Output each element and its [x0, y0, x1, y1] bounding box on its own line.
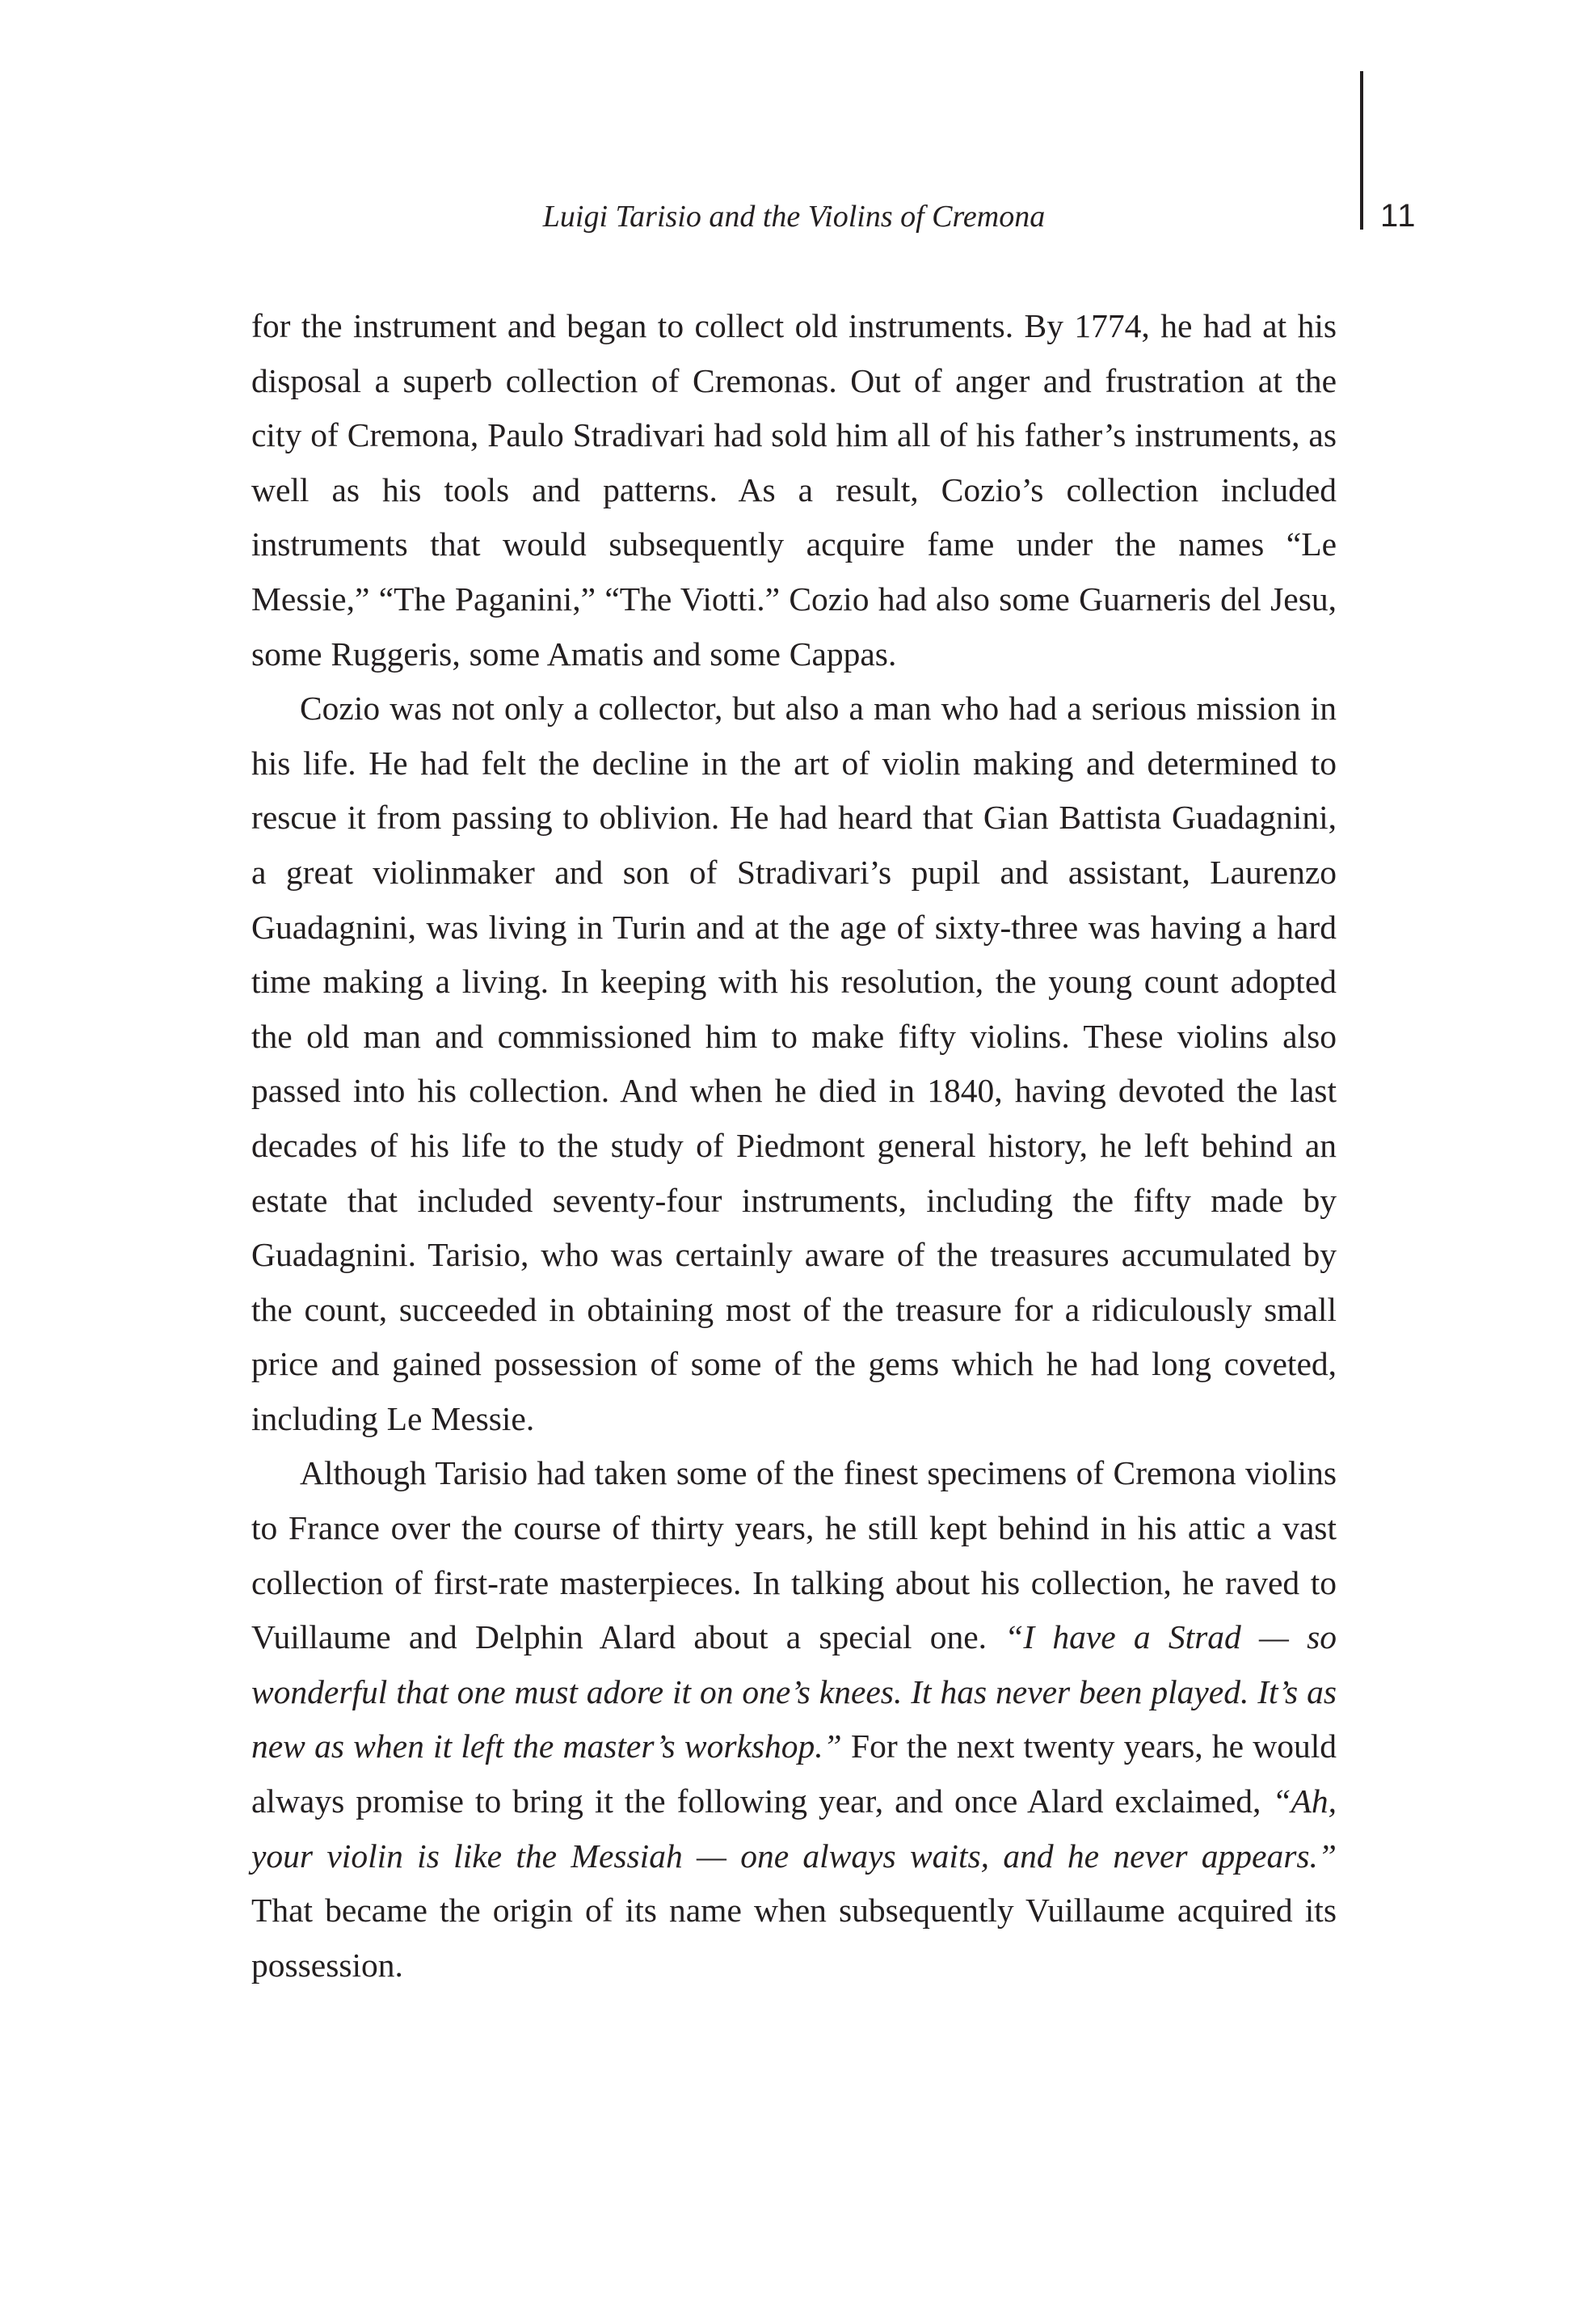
paragraph-3-text-a: Although Tarisio had taken some of the finest specimens of Cremona violins to France over the course of thirty years, he still kept behind in his attic a vast collection of first-rate masterpieces. In talking about his collection, he raved to Vuillaume and Delphin Alard about a special one. [251, 1454, 1337, 1656]
paragraph-3-text-c: That became the origin of its name when subsequently Vuillaume acquired its possession. [251, 1892, 1337, 1984]
paragraph-2: Cozio was not only a collector, but also a man who had a serious mission in his life. He had felt the decline in the art of violin making and determined to rescue it from passing to oblivion. He had heard that Gian Battista Guadagnini, a great violinmaker and son of Stradivari’s pupil and assistant, Laurenzo Guadagnini, was living in Turin and at the age of sixty-three was having a hard time making a living. In keeping with his resolution, the young count adopted the old man and commissioned him to make fifty violins. These violins also passed into his collection. And when he died in 1840, having devoted the last decades of his life to the study of Piedmont general history, he left behind an estate that included seventy-four instruments, including the fifty made by Guadagnini. Tarisio, who was certainly aware of the treasures accumulated by the count, succeeded in obtaining most of the treasure for a ridiculously small price and gained possession of some of the gems which he had long coveted, including Le Messie. [251, 690, 1337, 1437]
paragraph-3-text-b: For the next twenty years, he would always promise to bring it the following year, and once Alard exclaimed, [251, 1727, 1337, 1820]
paragraph-1: for the instrument and began to collect old instruments. By 1774, he had at his disposal a superb collection of Cremonas. Out of anger and frustration at the city of Cremona, Paulo Stradivari had sold him all of his father’s instruments, as well as his tools and patterns. As a result, Cozio’s collection included instruments that would subsequently acquire fame under the names “Le Messie,” “The Paganini,” “The Viotti.” Cozio had also some Guarneris del Jesu, some Ruggeris, some Amatis and some Cappas. [251, 307, 1337, 673]
running-header-title: Luigi Tarisio and the Violins of Cremona [542, 200, 1046, 234]
paragraph-3 [251, 1446, 1337, 1993]
page-number: 11 [1380, 198, 1417, 234]
paragraph-3-quote-strad: “I have a Strad — so wonderful that one must adore it on one’s knees. It has never been played. It’s as new as when it left the master’s workshop.” [251, 1618, 1337, 1765]
body-text [251, 299, 1337, 1993]
paragraph-3-quote-messiah: “Ah, your violin is like the Messiah — one always waits, and he never appears.” [251, 1782, 1337, 1875]
